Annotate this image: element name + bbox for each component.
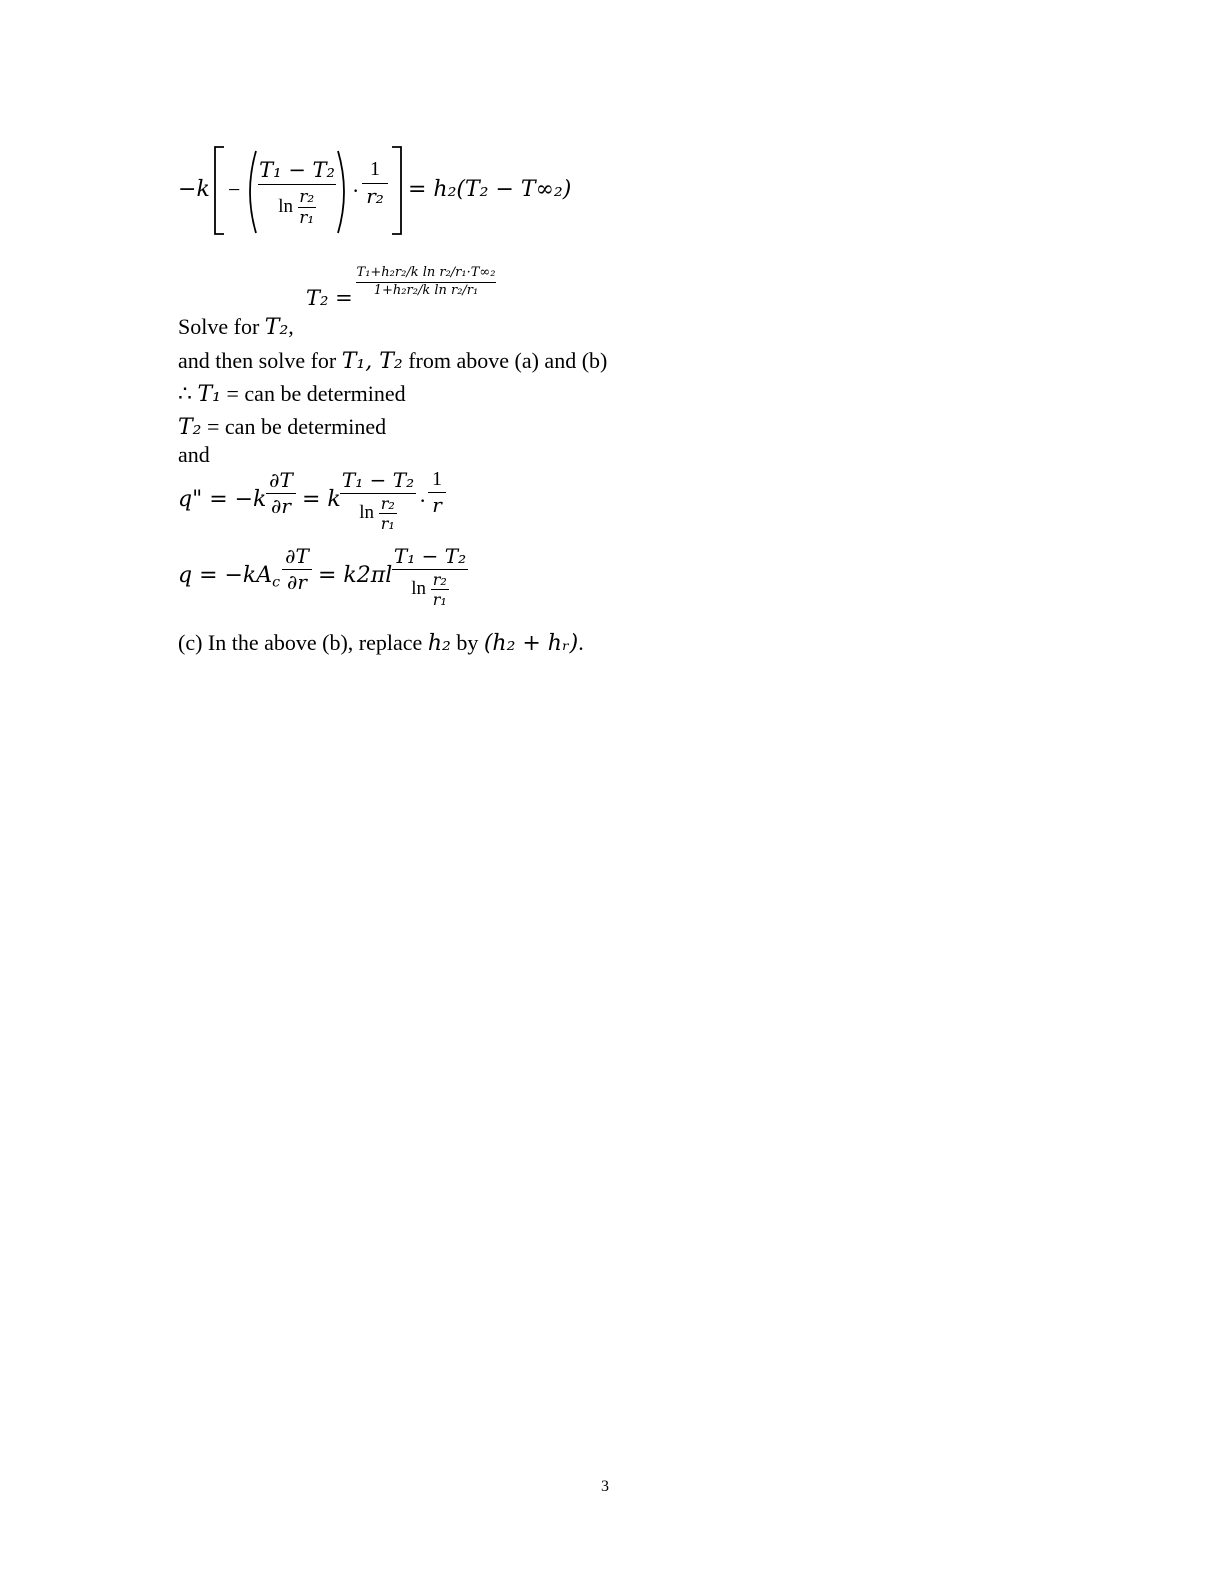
- line-t2-determined: T₂ = can be determined: [178, 414, 387, 440]
- inner-minus: −: [228, 177, 241, 202]
- equals-k: = k: [302, 487, 341, 512]
- left-paren: [244, 150, 258, 234]
- dot: ·: [419, 488, 427, 513]
- dT-dr-fraction: ∂T ∂r: [282, 544, 312, 594]
- one-over-r-fraction: 1 r: [428, 468, 446, 517]
- equals-k2pil: = k2πl: [318, 563, 393, 588]
- line-part-c: (c) In the above (b), replace h₂ by (h₂ + hᵣ).: [178, 630, 584, 656]
- line-then-solve: and then solve for T₁, T₂ from above (a) and (b): [178, 348, 608, 374]
- t1-t2-over-ln-fraction: T₁ − T₂ ln $\frac{\text{r₂}}{\text{r₁}}$: [393, 544, 467, 609]
- fraction-1-over-r2: 1 r₂: [362, 158, 388, 208]
- dT-dr-fraction: ∂T ∂r: [266, 468, 296, 518]
- dot: ·: [352, 178, 360, 203]
- left-bracket: [212, 146, 226, 236]
- line-solve-for-t2: Solve for T₂,: [178, 314, 294, 340]
- minus-k: −k: [178, 177, 210, 202]
- t2-fraction: T₁+h₂r₂/k ln r₂/r₁·T∞₂ 1+h₂r₂/k ln r₂/r₁: [356, 265, 496, 298]
- right-bracket: [390, 146, 404, 236]
- fraction-t1-t2-over-ln: T₁ − T₂ ln $\frac{\text{r₂}}{\text{r₁}}$: [259, 158, 335, 228]
- q-lhs: $q = -kA_c$: [178, 563, 281, 591]
- rhs-h2-t2-tinf2: = h₂(T₂ − T∞₂): [408, 177, 572, 202]
- page-number: 3: [601, 1478, 609, 1495]
- t1-t2-over-ln-fraction: T₁ − T₂ ln $\frac{\text{r₂}}{\text{r₁}}$: [341, 468, 415, 533]
- right-paren: [336, 150, 350, 234]
- line-and: and: [178, 442, 210, 467]
- line-t1-determined: ∴ T₁ = can be determined: [178, 381, 406, 407]
- q-flux-lhs: q" = −k: [178, 487, 267, 512]
- t2-equals: T₂ =: [306, 286, 353, 310]
